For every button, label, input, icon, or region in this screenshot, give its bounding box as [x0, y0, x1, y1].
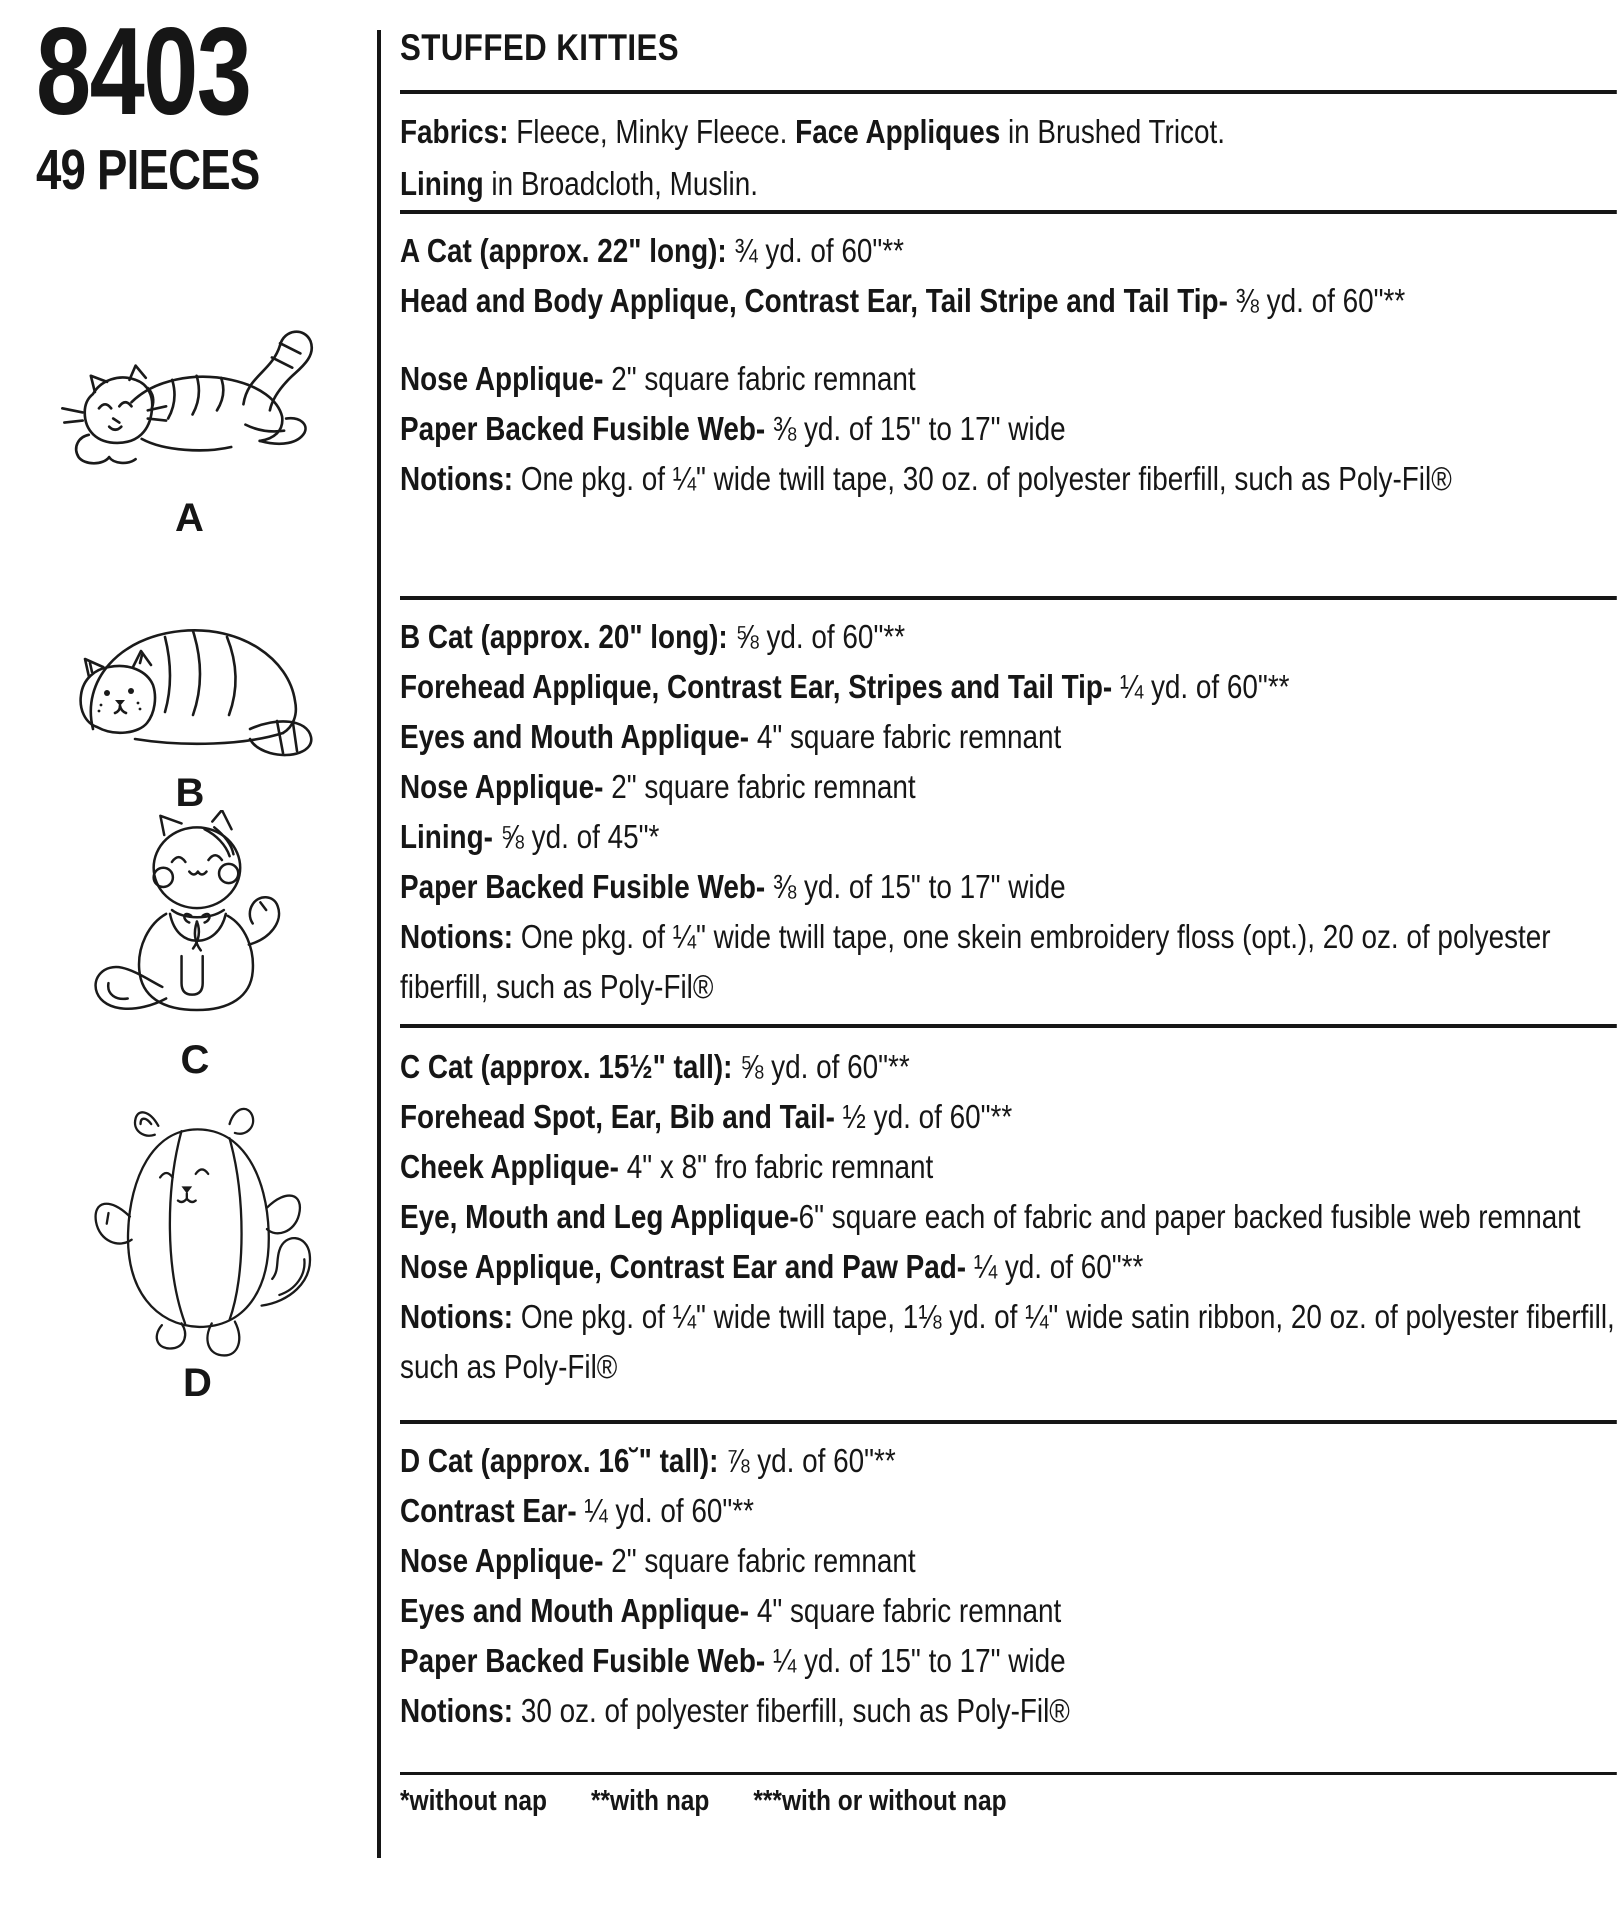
spec-line [400, 454, 1617, 504]
spec-value: Fleece, Minky Fleece. [508, 113, 796, 150]
spec-label: Contrast Ear- [400, 1492, 577, 1529]
spec-line [400, 276, 1617, 326]
spec-line [400, 158, 1617, 210]
spec-value: ⅜ yd. of 60"** [1227, 282, 1406, 319]
spec-label: D Cat (approx. 16˘" tall): [400, 1442, 719, 1479]
spec-line [400, 1042, 1617, 1092]
spec-line [400, 762, 1617, 812]
spec-label: Nose Applique- [400, 360, 604, 397]
spec-value: in Brushed Tricot. [1000, 113, 1225, 150]
spec-label: Nose Applique- [400, 1542, 604, 1579]
cat-a-illustration [42, 282, 337, 494]
spec-line [400, 354, 1617, 404]
spec-label: Forehead Spot, Ear, Bib and Tail- [400, 1098, 835, 1135]
spec-line [400, 1636, 1617, 1686]
spec-label: Eyes and Mouth Applique- [400, 718, 750, 755]
spec-value: ⅞ yd. of 60"** [718, 1442, 896, 1479]
spec-line [400, 1436, 1617, 1486]
spec-value: 2" square fabric remnant [603, 768, 916, 805]
spec-value: One pkg. of ¼" wide twill tape, 30 oz. of polyester fiberfill, such as Poly-Fil® [513, 460, 1452, 497]
page-title: STUFFED KITTIES [400, 27, 680, 68]
spec-line [400, 1192, 1617, 1242]
cat-b-illustration [45, 597, 335, 769]
spec-value: 6" square each of fabric and paper backed fusible web remnant [798, 1198, 1581, 1235]
spec-value: in Broadcloth, Muslin. [483, 165, 758, 202]
spec-value: ¼ yd. of 60"** [1112, 668, 1290, 705]
spec-line [400, 1686, 1617, 1736]
spec-value: ½ yd. of 60"** [834, 1098, 1013, 1135]
spec-line [400, 712, 1617, 762]
pattern-number: 8403 [36, 3, 251, 141]
spec-line [400, 404, 1617, 454]
figure-cat-a [42, 282, 337, 541]
spec-line [400, 1486, 1617, 1536]
spec-label: Lining- [400, 818, 493, 855]
spec-label: Lining [400, 165, 484, 202]
footnotes [400, 1775, 1617, 1821]
spec-line [400, 1292, 1617, 1392]
spec-line [400, 226, 1617, 276]
spec-label: Notions: [400, 1298, 514, 1335]
spec-label: Notions: [400, 1692, 514, 1729]
section-b-cat [400, 596, 1617, 1024]
section-a-cat [400, 210, 1617, 596]
spec-value: 2" square fabric remnant [603, 360, 916, 397]
spec-line [400, 612, 1617, 662]
spec-label: Paper Backed Fusible Web- [400, 410, 766, 447]
spec-value: 4" square fabric remnant [749, 1592, 1062, 1629]
spec-label: Nose Applique, Contrast Ear and Paw Pad- [400, 1248, 967, 1285]
spec-value: One pkg. of ¼" wide twill tape, 1⅛ yd. of ¼" wide satin ribbon, 20 oz. of polyester fiberfill, such as Poly-Fil® [400, 1298, 1615, 1385]
footnote-without-nap: *without nap [400, 1785, 548, 1817]
figure-cat-c [70, 810, 320, 1083]
spec-value: 30 oz. of polyester fiberfill, such as Poly-Fil® [513, 1692, 1070, 1729]
spec-label: Paper Backed Fusible Web- [400, 868, 766, 905]
spec-line [400, 812, 1617, 862]
spec-value: ⅝ yd. of 60"** [727, 618, 906, 655]
spec-value: 4" x 8" fro fabric remnant [618, 1148, 934, 1185]
spec-label: Eyes and Mouth Applique- [400, 1592, 750, 1629]
footnote-with-or-without-nap: ***with or without nap [753, 1785, 1007, 1817]
spec-label: Notions: [400, 460, 514, 497]
spec-line [400, 106, 1617, 158]
spec-value: ¼ yd. of 15" to 17" wide [765, 1642, 1066, 1679]
spec-line [400, 1536, 1617, 1586]
spec-line [400, 862, 1617, 912]
figure-cat-b [45, 597, 335, 816]
spec-label: Eye, Mouth and Leg Applique- [400, 1198, 799, 1235]
spec-line [400, 1586, 1617, 1636]
spec-value: ⅝ yd. of 45"* [492, 818, 660, 855]
variant-label-a: A [175, 496, 204, 540]
cat-d-illustration [55, 1092, 340, 1359]
spec-label: Notions: [400, 918, 514, 955]
spacer [400, 326, 1617, 354]
spec-line [400, 1092, 1617, 1142]
figure-cat-d [55, 1092, 340, 1406]
spec-label: Fabrics: [400, 113, 509, 150]
spec-value: One pkg. of ¼" wide twill tape, one skein embroidery floss (opt.), 20 oz. of polyester fiberfill, such as Poly-Fil® [400, 918, 1551, 1005]
section-c-cat [400, 1024, 1617, 1420]
variant-label-b: B [175, 771, 205, 815]
spec-column [400, 0, 1617, 1821]
spec-label: Head and Body Applique, Contrast Ear, Tail Stripe and Tail Tip- [400, 282, 1228, 319]
section-fabrics [400, 90, 1617, 210]
spec-value: 2" square fabric remnant [603, 1542, 916, 1579]
spec-label: Face Appliques [795, 113, 1001, 150]
spec-value: ⅜ yd. of 15" to 17" wide [765, 410, 1066, 447]
brand-block [36, 3, 315, 202]
spec-label: C Cat (approx. 15½" tall): [400, 1048, 733, 1085]
vertical-divider [377, 30, 381, 1858]
spec-value: ⅝ yd. of 60"** [732, 1048, 910, 1085]
spec-label: A Cat (approx. 22" long): [400, 232, 727, 269]
spec-label: Paper Backed Fusible Web- [400, 1642, 766, 1679]
spec-line [400, 662, 1617, 712]
spec-value: ⅜ yd. of 15" to 17" wide [765, 868, 1066, 905]
variant-label-c: C [180, 1038, 210, 1082]
spec-value: ¾ yd. of 60"** [726, 232, 905, 269]
spec-label: B Cat (approx. 20" long): [400, 618, 728, 655]
footnote-with-nap: **with nap [590, 1785, 710, 1817]
spec-line [400, 912, 1617, 1012]
spec-value: ¼ yd. of 60"** [576, 1492, 754, 1529]
cat-c-illustration [70, 810, 320, 1036]
piece-count: 49 PIECES [36, 138, 260, 202]
section-d-cat [400, 1420, 1617, 1772]
spec-value: ¼ yd. of 60"** [966, 1248, 1144, 1285]
spec-label: Forehead Applique, Contrast Ear, Stripes and Tail Tip- [400, 668, 1113, 705]
spec-label: Cheek Applique- [400, 1148, 619, 1185]
spec-line [400, 1242, 1617, 1292]
spec-line [400, 1142, 1617, 1192]
spec-value: 4" square fabric remnant [749, 718, 1062, 755]
variant-label-d: D [183, 1361, 212, 1405]
spec-label: Nose Applique- [400, 768, 604, 805]
